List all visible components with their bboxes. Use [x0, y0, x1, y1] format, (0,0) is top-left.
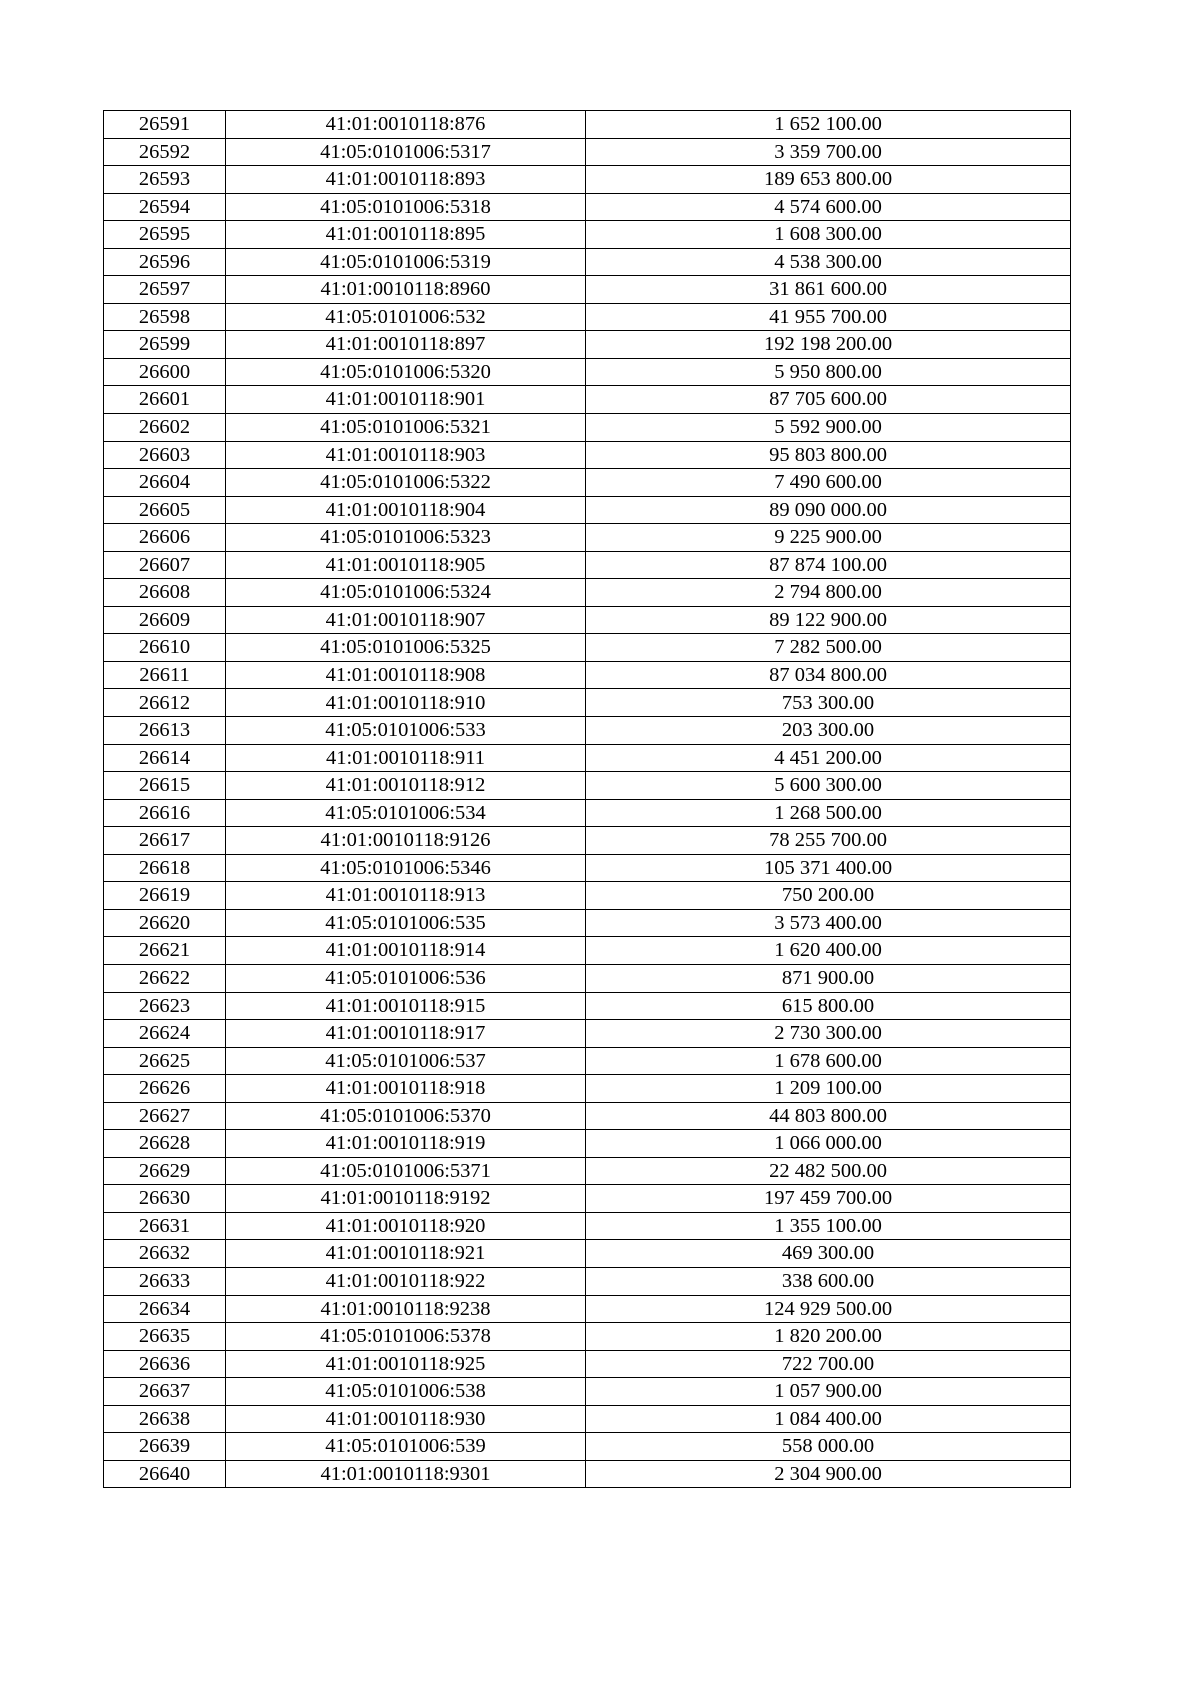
cadastral-value-cell: 1 620 400.00: [586, 937, 1071, 965]
cadastral-number-cell: 41:05:0101006:5346: [226, 854, 586, 882]
table-row: [104, 1185, 1071, 1213]
table-row: [104, 909, 1071, 937]
table-row: [104, 1295, 1071, 1323]
table-row: [104, 1267, 1071, 1295]
cadastral-number-cell: 41:01:0010118:912: [226, 772, 586, 800]
cadastral-value-cell: 87 874 100.00: [586, 551, 1071, 579]
cadastral-value-cell: 338 600.00: [586, 1267, 1071, 1295]
row-number-cell: 26605: [104, 496, 226, 524]
table-row: [104, 111, 1071, 139]
row-number-cell: 26601: [104, 386, 226, 414]
row-number-cell: 26591: [104, 111, 226, 139]
row-number-cell: 26593: [104, 166, 226, 194]
table-row: [104, 193, 1071, 221]
cadastral-number-cell: 41:01:0010118:921: [226, 1240, 586, 1268]
cadastral-number-cell: 41:05:0101006:5370: [226, 1102, 586, 1130]
table-row: [104, 248, 1071, 276]
row-number-cell: 26633: [104, 1267, 226, 1295]
cadastral-number-cell: 41:05:0101006:5317: [226, 138, 586, 166]
row-number-cell: 26613: [104, 717, 226, 745]
row-number-cell: 26630: [104, 1185, 226, 1213]
table-row: [104, 303, 1071, 331]
table-row: [104, 1157, 1071, 1185]
row-number-cell: 26637: [104, 1378, 226, 1406]
table-row: [104, 827, 1071, 855]
table-row: [104, 469, 1071, 497]
cadastral-value-cell: 9 225 900.00: [586, 524, 1071, 552]
cadastral-value-cell: 1 608 300.00: [586, 221, 1071, 249]
row-number-cell: 26620: [104, 909, 226, 937]
cadastral-number-cell: 41:05:0101006:536: [226, 964, 586, 992]
cadastral-value-cell: 1 652 100.00: [586, 111, 1071, 139]
cadastral-value-cell: 2 730 300.00: [586, 1020, 1071, 1048]
cadastral-value-cell: 7 490 600.00: [586, 469, 1071, 497]
cadastral-number-cell: 41:05:0101006:539: [226, 1433, 586, 1461]
table-row: [104, 1212, 1071, 1240]
cadastral-value-cell: 469 300.00: [586, 1240, 1071, 1268]
cadastral-number-cell: 41:01:0010118:910: [226, 689, 586, 717]
cadastral-number-cell: 41:05:0101006:5371: [226, 1157, 586, 1185]
table-row: [104, 1323, 1071, 1351]
row-number-cell: 26638: [104, 1405, 226, 1433]
row-number-cell: 26607: [104, 551, 226, 579]
cadastral-number-cell: 41:05:0101006:533: [226, 717, 586, 745]
cadastral-value-cell: 3 573 400.00: [586, 909, 1071, 937]
table-body: [104, 111, 1071, 1488]
cadastral-number-cell: 41:05:0101006:5319: [226, 248, 586, 276]
cadastral-number-cell: 41:01:0010118:905: [226, 551, 586, 579]
row-number-cell: 26600: [104, 358, 226, 386]
row-number-cell: 26621: [104, 937, 226, 965]
cadastral-value-cell: 124 929 500.00: [586, 1295, 1071, 1323]
cadastral-number-cell: 41:01:0010118:895: [226, 221, 586, 249]
cadastral-value-cell: 5 950 800.00: [586, 358, 1071, 386]
cadastral-number-cell: 41:01:0010118:908: [226, 661, 586, 689]
table-row: [104, 799, 1071, 827]
row-number-cell: 26640: [104, 1460, 226, 1488]
row-number-cell: 26595: [104, 221, 226, 249]
cadastral-number-cell: 41:01:0010118:901: [226, 386, 586, 414]
row-number-cell: 26622: [104, 964, 226, 992]
cadastral-value-cell: 5 592 900.00: [586, 414, 1071, 442]
row-number-cell: 26592: [104, 138, 226, 166]
table-row: [104, 1460, 1071, 1488]
cadastral-number-cell: 41:01:0010118:917: [226, 1020, 586, 1048]
row-number-cell: 26596: [104, 248, 226, 276]
cadastral-number-cell: 41:01:0010118:893: [226, 166, 586, 194]
cadastral-number-cell: 41:01:0010118:913: [226, 882, 586, 910]
cadastral-value-cell: 1 355 100.00: [586, 1212, 1071, 1240]
table-row: [104, 358, 1071, 386]
row-number-cell: 26617: [104, 827, 226, 855]
row-number-cell: 26612: [104, 689, 226, 717]
cadastral-value-cell: 203 300.00: [586, 717, 1071, 745]
cadastral-value-cell: 89 122 900.00: [586, 606, 1071, 634]
cadastral-number-cell: 41:05:0101006:5325: [226, 634, 586, 662]
cadastral-number-cell: 41:01:0010118:920: [226, 1212, 586, 1240]
cadastral-number-cell: 41:01:0010118:8960: [226, 276, 586, 304]
cadastral-number-cell: 41:05:0101006:5322: [226, 469, 586, 497]
cadastral-value-cell: 1 678 600.00: [586, 1047, 1071, 1075]
table-row: [104, 1350, 1071, 1378]
row-number-cell: 26624: [104, 1020, 226, 1048]
cadastral-number-cell: 41:01:0010118:9238: [226, 1295, 586, 1323]
table-row: [104, 441, 1071, 469]
cadastral-value-cell: 7 282 500.00: [586, 634, 1071, 662]
cadastral-value-cell: 722 700.00: [586, 1350, 1071, 1378]
row-number-cell: 26610: [104, 634, 226, 662]
table-row: [104, 166, 1071, 194]
table-row: [104, 1047, 1071, 1075]
row-number-cell: 26614: [104, 744, 226, 772]
table-row: [104, 276, 1071, 304]
cadastral-number-cell: 41:05:0101006:535: [226, 909, 586, 937]
cadastral-number-cell: 41:01:0010118:930: [226, 1405, 586, 1433]
table-row: [104, 964, 1071, 992]
cadastral-value-cell: 3 359 700.00: [586, 138, 1071, 166]
table-row: [104, 1020, 1071, 1048]
cadastral-number-cell: 41:01:0010118:925: [226, 1350, 586, 1378]
row-number-cell: 26639: [104, 1433, 226, 1461]
row-number-cell: 26632: [104, 1240, 226, 1268]
cadastral-value-cell: 1 084 400.00: [586, 1405, 1071, 1433]
row-number-cell: 26618: [104, 854, 226, 882]
cadastral-number-cell: 41:05:0101006:532: [226, 303, 586, 331]
cadastral-value-cell: 31 861 600.00: [586, 276, 1071, 304]
table-row: [104, 1405, 1071, 1433]
table-row: [104, 717, 1071, 745]
table-row: [104, 524, 1071, 552]
cadastral-number-cell: 41:01:0010118:9192: [226, 1185, 586, 1213]
cadastral-number-cell: 41:01:0010118:911: [226, 744, 586, 772]
table-row: [104, 854, 1071, 882]
table-row: [104, 1130, 1071, 1158]
row-number-cell: 26597: [104, 276, 226, 304]
cadastral-number-cell: 41:01:0010118:915: [226, 992, 586, 1020]
row-number-cell: 26625: [104, 1047, 226, 1075]
table-row: [104, 744, 1071, 772]
cadastral-value-cell: 78 255 700.00: [586, 827, 1071, 855]
cadastral-value-cell: 5 600 300.00: [586, 772, 1071, 800]
cadastral-value-cell: 4 451 200.00: [586, 744, 1071, 772]
table-row: [104, 386, 1071, 414]
cadastral-number-cell: 41:01:0010118:919: [226, 1130, 586, 1158]
table-row: [104, 579, 1071, 607]
cadastral-value-cell: 105 371 400.00: [586, 854, 1071, 882]
table-row: [104, 551, 1071, 579]
cadastral-number-cell: 41:01:0010118:907: [226, 606, 586, 634]
row-number-cell: 26635: [104, 1323, 226, 1351]
cadastral-number-cell: 41:05:0101006:5323: [226, 524, 586, 552]
cadastral-value-cell: 1 820 200.00: [586, 1323, 1071, 1351]
cadastral-number-cell: 41:05:0101006:5378: [226, 1323, 586, 1351]
cadastral-number-cell: 41:01:0010118:9126: [226, 827, 586, 855]
table-row: [104, 1102, 1071, 1130]
cadastral-value-cell: 192 198 200.00: [586, 331, 1071, 359]
cadastral-value-cell: 1 066 000.00: [586, 1130, 1071, 1158]
cadastral-value-cell: 87 034 800.00: [586, 661, 1071, 689]
cadastral-number-cell: 41:01:0010118:922: [226, 1267, 586, 1295]
row-number-cell: 26606: [104, 524, 226, 552]
row-number-cell: 26611: [104, 661, 226, 689]
cadastral-number-cell: 41:01:0010118:897: [226, 331, 586, 359]
row-number-cell: 26636: [104, 1350, 226, 1378]
table-row: [104, 882, 1071, 910]
table-row: [104, 772, 1071, 800]
table-row: [104, 1240, 1071, 1268]
table-row: [104, 331, 1071, 359]
cadastral-value-cell: 1 209 100.00: [586, 1075, 1071, 1103]
row-number-cell: 26616: [104, 799, 226, 827]
table-row: [104, 606, 1071, 634]
cadastral-value-cell: 615 800.00: [586, 992, 1071, 1020]
cadastral-value-cell: 1 057 900.00: [586, 1378, 1071, 1406]
row-number-cell: 26629: [104, 1157, 226, 1185]
row-number-cell: 26599: [104, 331, 226, 359]
cadastral-value-cell: 1 268 500.00: [586, 799, 1071, 827]
cadastral-value-cell: 87 705 600.00: [586, 386, 1071, 414]
table-row: [104, 937, 1071, 965]
cadastral-value-cell: 4 538 300.00: [586, 248, 1071, 276]
cadastral-value-cell: 750 200.00: [586, 882, 1071, 910]
table-row: [104, 689, 1071, 717]
cadastral-value-cell: 44 803 800.00: [586, 1102, 1071, 1130]
cadastral-value-cell: 95 803 800.00: [586, 441, 1071, 469]
cadastral-value-cell: 41 955 700.00: [586, 303, 1071, 331]
cadastral-number-cell: 41:01:0010118:9301: [226, 1460, 586, 1488]
table-row: [104, 992, 1071, 1020]
cadastral-number-cell: 41:05:0101006:537: [226, 1047, 586, 1075]
table-row: [104, 138, 1071, 166]
row-number-cell: 26619: [104, 882, 226, 910]
cadastral-value-cell: 189 653 800.00: [586, 166, 1071, 194]
cadastral-value-cell: 22 482 500.00: [586, 1157, 1071, 1185]
table-row: [104, 496, 1071, 524]
cadastral-number-cell: 41:05:0101006:5321: [226, 414, 586, 442]
cadastral-number-cell: 41:01:0010118:904: [226, 496, 586, 524]
row-number-cell: 26598: [104, 303, 226, 331]
cadastral-number-cell: 41:01:0010118:903: [226, 441, 586, 469]
cadastral-value-cell: 2 304 900.00: [586, 1460, 1071, 1488]
table-row: [104, 221, 1071, 249]
cadastral-value-cell: 4 574 600.00: [586, 193, 1071, 221]
cadastral-value-cell: 197 459 700.00: [586, 1185, 1071, 1213]
cadastral-number-cell: 41:05:0101006:5318: [226, 193, 586, 221]
row-number-cell: 26627: [104, 1102, 226, 1130]
cadastral-number-cell: 41:05:0101006:5324: [226, 579, 586, 607]
row-number-cell: 26628: [104, 1130, 226, 1158]
table-row: [104, 414, 1071, 442]
cadastral-value-cell: 871 900.00: [586, 964, 1071, 992]
cadastral-value-cell: 753 300.00: [586, 689, 1071, 717]
row-number-cell: 26603: [104, 441, 226, 469]
row-number-cell: 26604: [104, 469, 226, 497]
table-row: [104, 661, 1071, 689]
cadastral-value-table: [103, 110, 1071, 1488]
cadastral-number-cell: 41:05:0101006:5320: [226, 358, 586, 386]
table-row: [104, 1378, 1071, 1406]
row-number-cell: 26631: [104, 1212, 226, 1240]
table-row: [104, 634, 1071, 662]
cadastral-value-cell: 2 794 800.00: [586, 579, 1071, 607]
cadastral-number-cell: 41:05:0101006:534: [226, 799, 586, 827]
row-number-cell: 26623: [104, 992, 226, 1020]
cadastral-number-cell: 41:01:0010118:918: [226, 1075, 586, 1103]
cadastral-number-cell: 41:05:0101006:538: [226, 1378, 586, 1406]
row-number-cell: 26602: [104, 414, 226, 442]
row-number-cell: 26626: [104, 1075, 226, 1103]
row-number-cell: 26634: [104, 1295, 226, 1323]
row-number-cell: 26615: [104, 772, 226, 800]
cadastral-value-cell: 558 000.00: [586, 1433, 1071, 1461]
cadastral-value-cell: 89 090 000.00: [586, 496, 1071, 524]
cadastral-number-cell: 41:01:0010118:876: [226, 111, 586, 139]
row-number-cell: 26608: [104, 579, 226, 607]
row-number-cell: 26609: [104, 606, 226, 634]
row-number-cell: 26594: [104, 193, 226, 221]
table-row: [104, 1075, 1071, 1103]
cadastral-number-cell: 41:01:0010118:914: [226, 937, 586, 965]
table-row: [104, 1433, 1071, 1461]
